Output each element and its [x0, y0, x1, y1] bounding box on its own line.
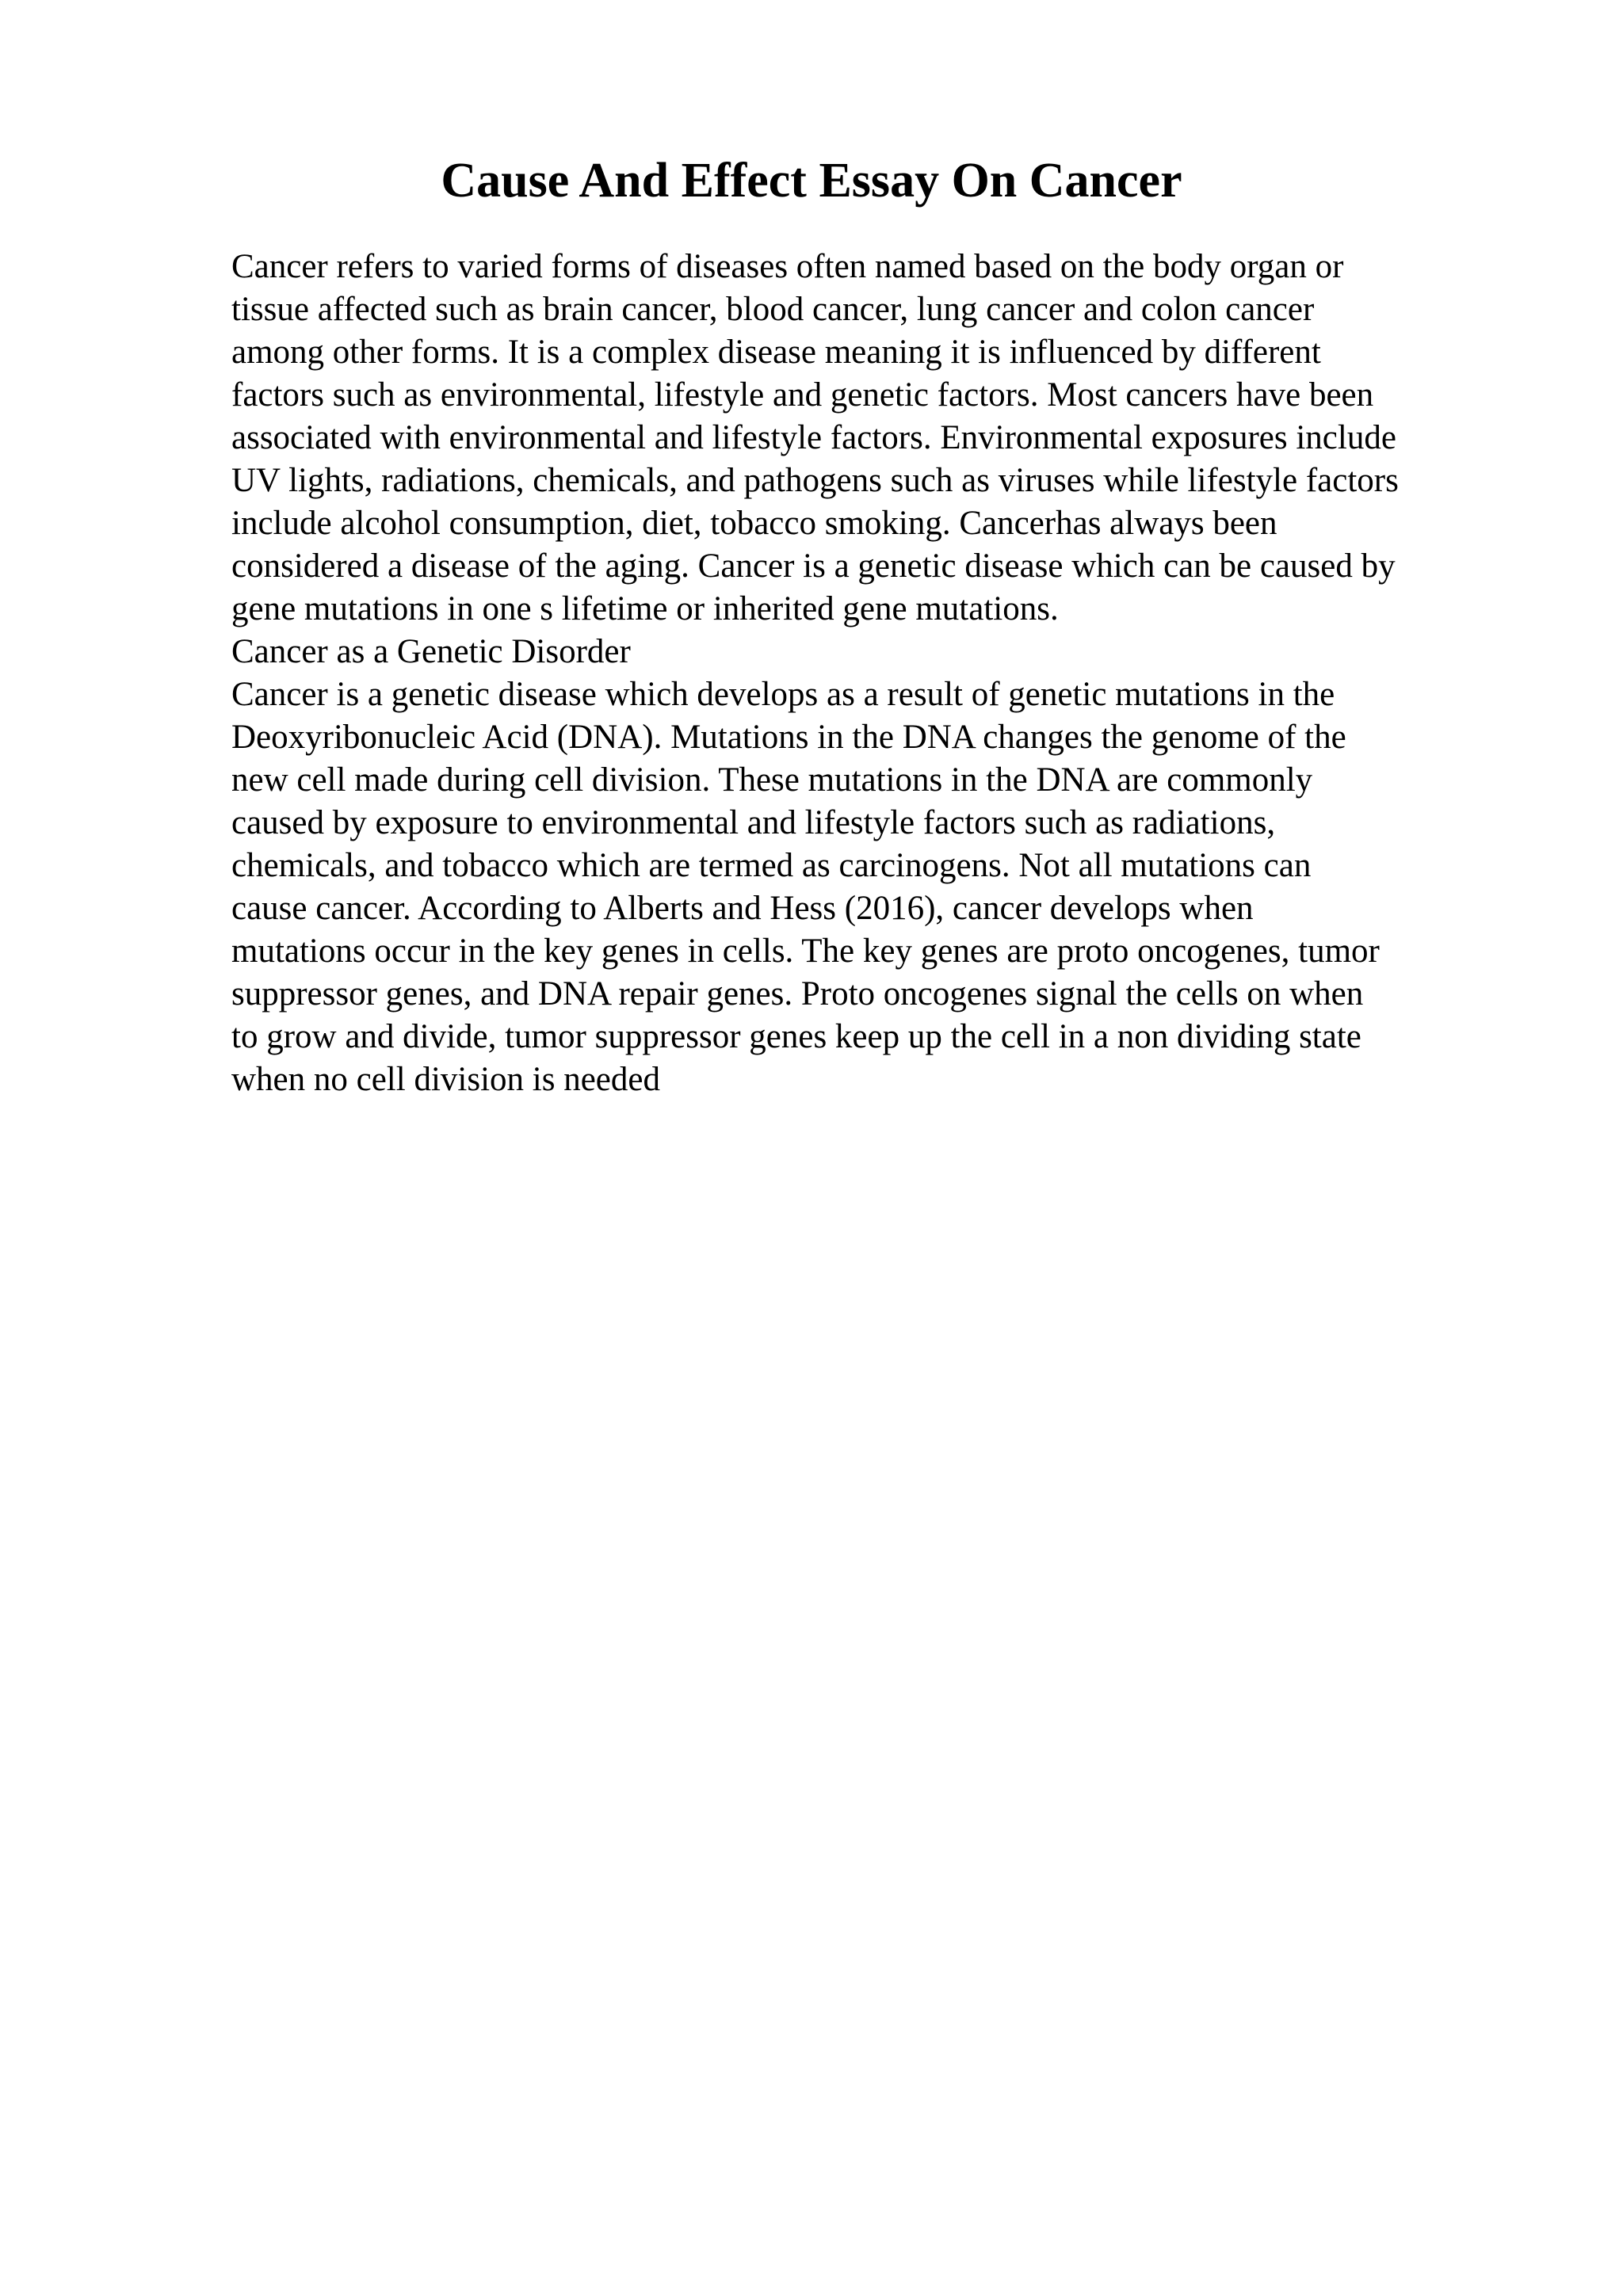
body-line: Deoxyribonucleic Acid (DNA). Mutations in the DNA changes the genome of the — [231, 719, 1346, 756]
body-line: Cancer is a genetic disease which develops as a result of genetic mutations in the — [231, 676, 1335, 713]
body-line: chemicals, and tobacco which are termed as carcinogens. Not all mutations can — [231, 847, 1312, 884]
body-line: associated with environmental and lifestyle factors. Environmental exposures include — [231, 419, 1396, 456]
body-line: suppressor genes, and DNA repair genes. Proto oncogenes signal the cells on when — [231, 975, 1364, 1013]
body-line: new cell made during cell division. These mutations in the DNA are commonly — [231, 761, 1313, 799]
body-line: when no cell division is needed — [231, 1061, 660, 1098]
body-line: among other forms. It is a complex disease meaning it is influenced by different — [231, 334, 1321, 371]
body-line: tissue affected such as brain cancer, blood cancer, lung cancer and colon cancer — [231, 291, 1315, 328]
body-line: to grow and divide, tumor suppressor genes keep up the cell in a non dividing state — [231, 1018, 1361, 1055]
body-line: gene mutations in one s lifetime or inherited gene mutations. — [231, 590, 1059, 627]
body-line: considered a disease of the aging. Cancer is a genetic disease which can be caused by — [231, 547, 1396, 585]
document-title: Cause And Effect Essay On Cancer — [441, 154, 1182, 208]
body-line: include alcohol consumption, diet, tobacco smoking. Cancerhas always been — [231, 505, 1277, 542]
body-line: cause cancer. According to Alberts and Hess (2016), cancer develops when — [231, 890, 1254, 927]
body-line: UV lights, radiations, chemicals, and pathogens such as viruses while lifestyle factors — [231, 462, 1399, 499]
body-line: mutations occur in the key genes in cells. The key genes are proto oncogenes, tumor — [231, 933, 1380, 970]
body-line: caused by exposure to environmental and lifestyle factors such as radiations, — [231, 804, 1276, 841]
document-body — [231, 246, 1515, 1101]
section-heading: Cancer as a Genetic Disorder — [231, 633, 631, 670]
body-line: factors such as environmental, lifestyle and genetic factors. Most cancers have been — [231, 376, 1374, 414]
body-line: Cancer refers to varied forms of diseases often named based on the body organ or — [231, 248, 1344, 285]
